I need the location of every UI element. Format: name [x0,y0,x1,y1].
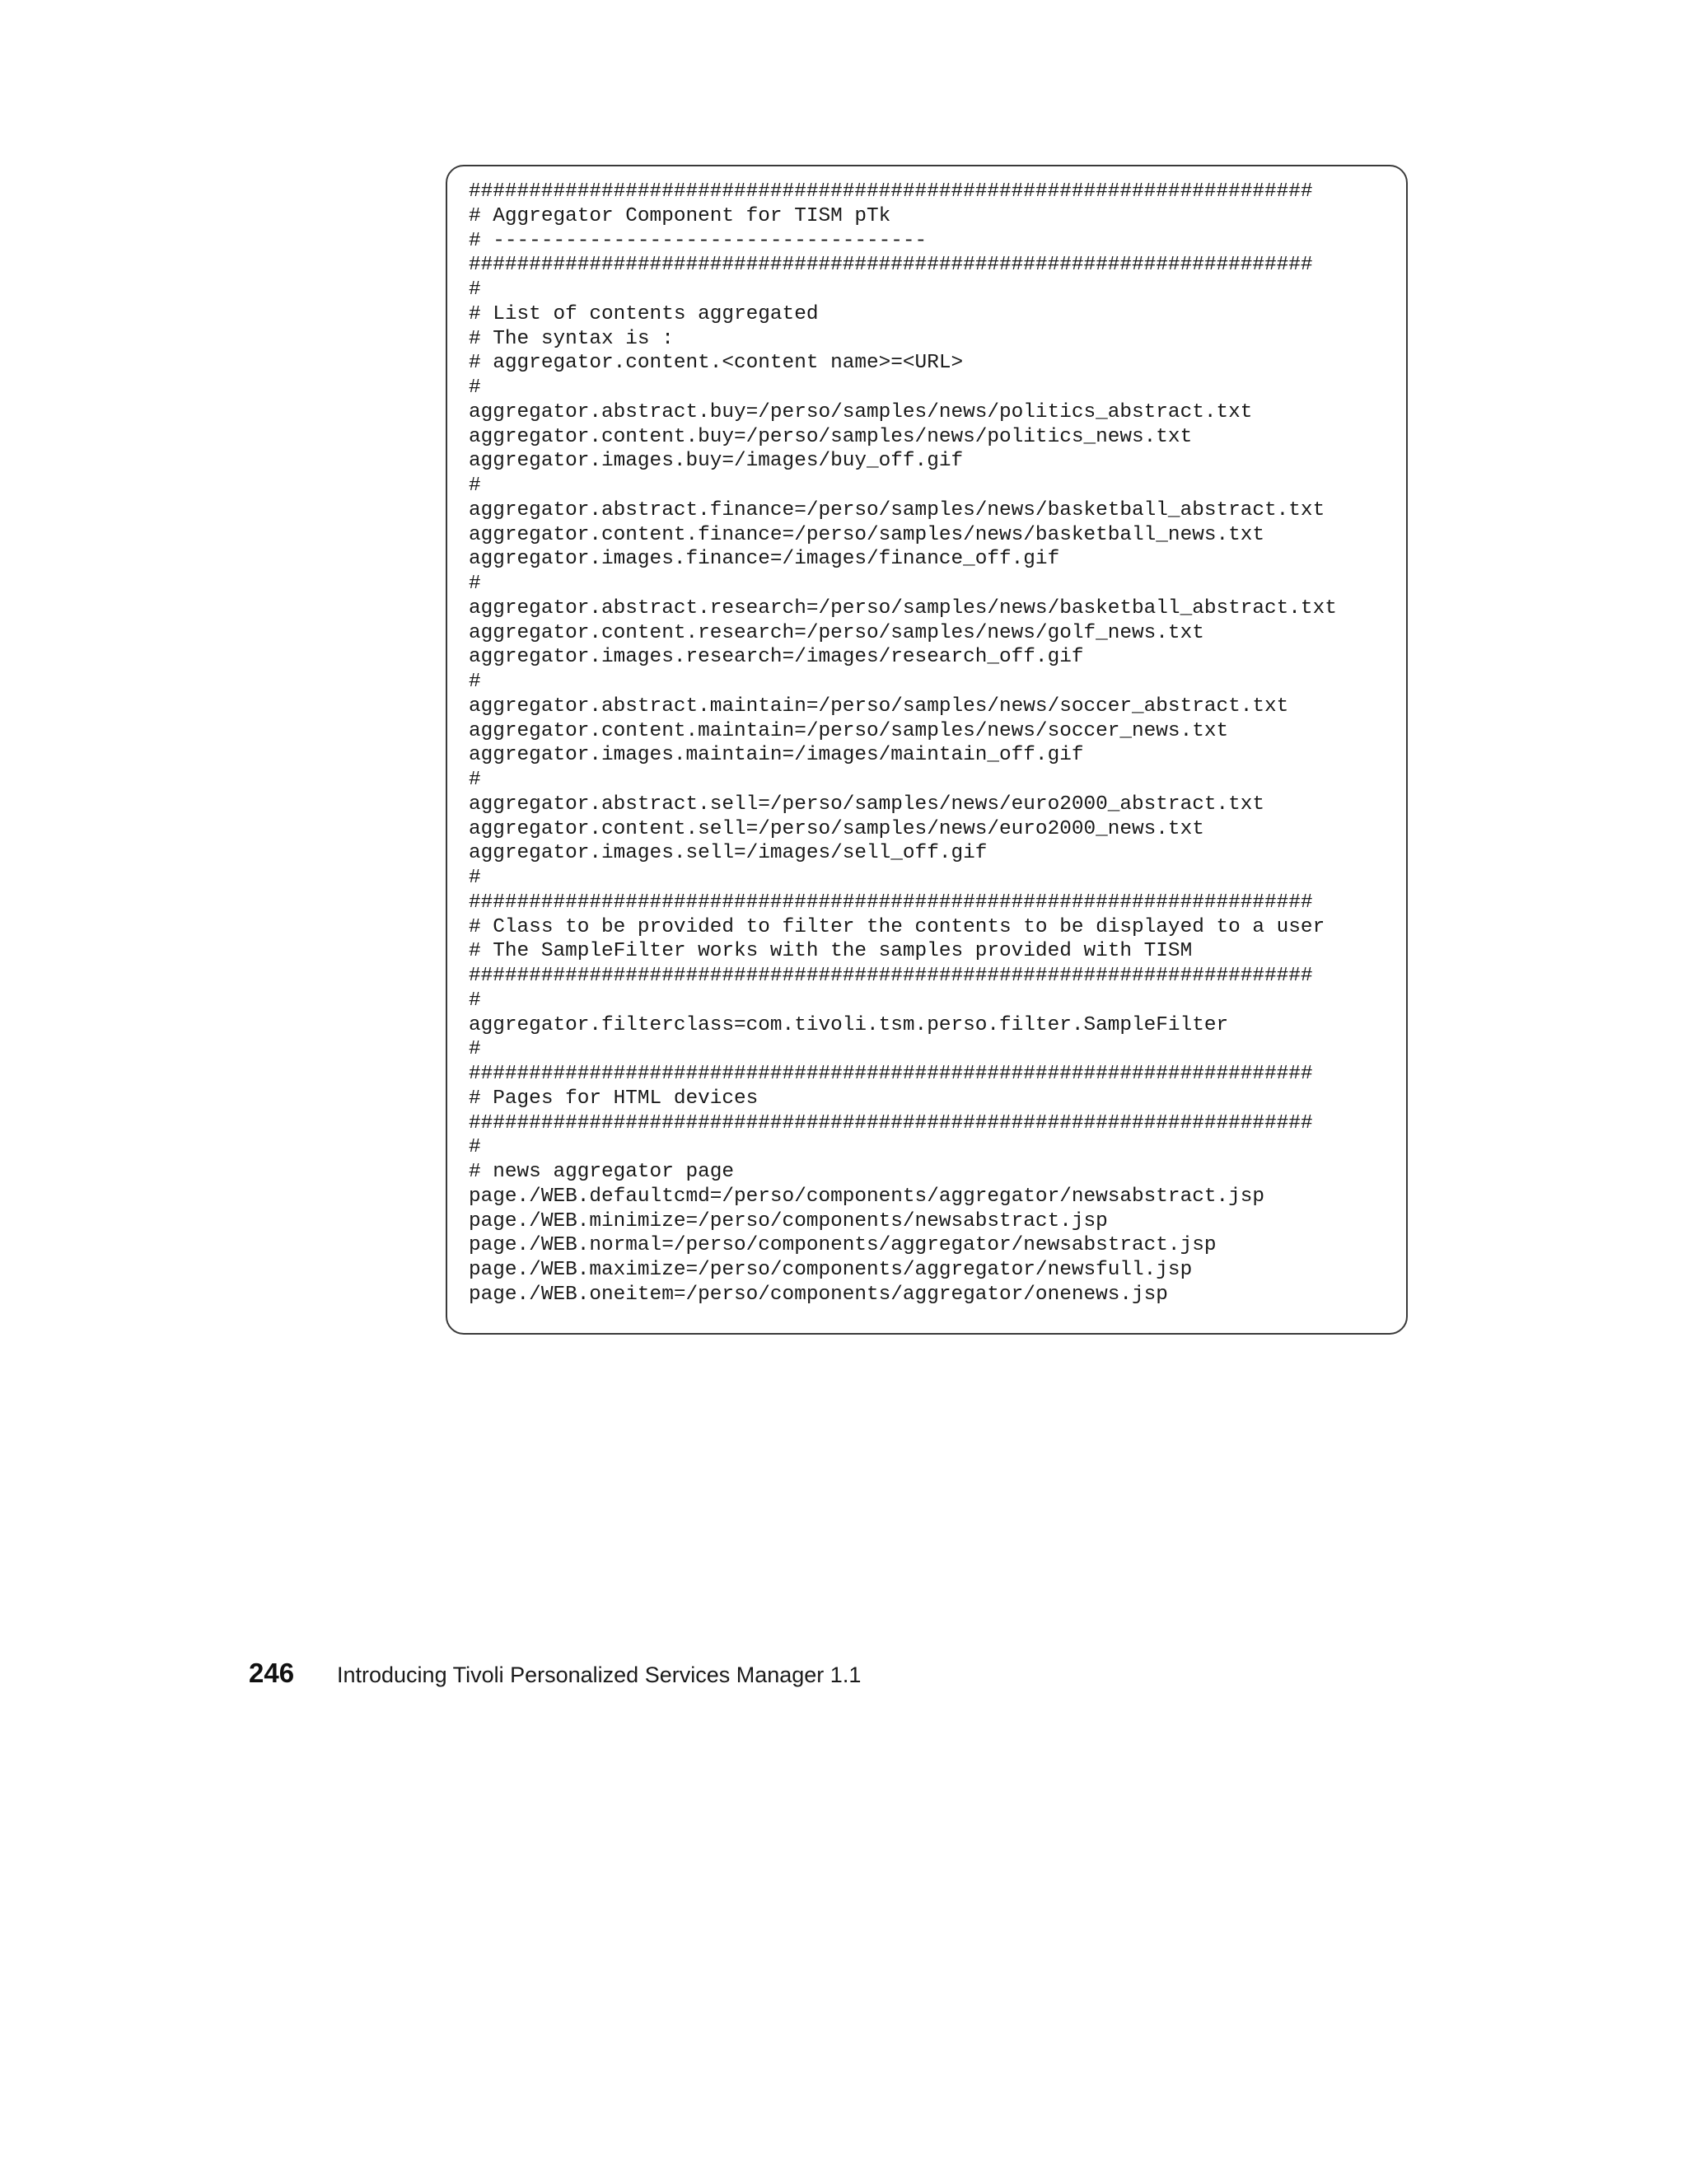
page-footer [249,1658,861,1689]
code-line: page./WEB.minimize=/perso/components/newsabstract.jsp [469,1209,1108,1232]
code-line: # [469,376,481,399]
code-line: # [469,1136,481,1159]
code-line: aggregator.abstract.finance=/perso/samples/news/basketball_abstract.txt [469,498,1325,521]
code-line: # [469,867,481,889]
code-line: ###################################################################### [469,1111,1313,1134]
code-line: ###################################################################### [469,1063,1313,1085]
code-line: ###################################################################### [469,965,1313,987]
code-line: # [469,573,481,595]
code-line: aggregator.images.research=/images/research_off.gif [469,646,1084,669]
code-line: # List of contents aggregated [469,302,819,325]
code-line: aggregator.abstract.sell=/perso/samples/news/euro2000_abstract.txt [469,793,1265,816]
code-line: aggregator.content.buy=/perso/samples/news/politics_news.txt [469,425,1193,448]
code-line: aggregator.images.finance=/images/finance_off.gif [469,548,1060,571]
code-line: page./WEB.oneitem=/perso/components/aggregator/onenews.jsp [469,1283,1168,1306]
code-line: aggregator.images.maintain=/images/maintain_off.gif [469,744,1084,767]
code-line: aggregator.content.sell=/perso/samples/news/euro2000_news.txt [469,817,1204,840]
code-line: # The SampleFilter works with the samples provided with TISM [469,940,1193,963]
code-line: # Aggregator Component for TISM pTk [469,204,891,227]
code-line: aggregator.content.research=/perso/samples/news/golf_news.txt [469,621,1204,644]
code-line: # Pages for HTML devices [469,1087,759,1110]
code-line: ###################################################################### [469,180,1313,203]
code-line: page./WEB.maximize=/perso/components/aggregator/newsfull.jsp [469,1259,1193,1281]
code-line: aggregator.abstract.research=/perso/samples/news/basketball_abstract.txt [469,596,1337,620]
code-line: # [469,1038,481,1061]
code-line: # The syntax is : [469,327,674,350]
code-listing-box [446,165,1408,1335]
code-line: # [469,989,481,1012]
code-line: ###################################################################### [469,891,1313,914]
code-line: aggregator.abstract.maintain=/perso/samples/news/soccer_abstract.txt [469,694,1289,718]
code-line: # [469,278,481,301]
code-line: # ------------------------------------ [469,229,928,252]
code-line: aggregator.images.buy=/images/buy_off.gif [469,450,964,473]
code-line: aggregator.filterclass=com.tivoli.tsm.perso.filter.SampleFilter [469,1013,1229,1036]
code-line: # aggregator.content.<content name>=<URL> [469,352,964,375]
code-line: # [469,671,481,693]
page-number: 246 [249,1658,295,1688]
code-line: ###################################################################### [469,254,1313,277]
code-line: # Class to be provided to filter the contents to be displayed to a user [469,915,1325,938]
code-line: # news aggregator page [469,1161,735,1183]
code-line: aggregator.abstract.buy=/perso/samples/news/politics_abstract.txt [469,400,1253,423]
code-line: aggregator.content.finance=/perso/samples/news/basketball_news.txt [469,523,1265,546]
code-line: # [469,769,481,791]
code-line: page./WEB.normal=/perso/components/aggregator/newsabstract.jsp [469,1234,1217,1257]
code-line: aggregator.content.maintain=/perso/samples/news/soccer_news.txt [469,719,1229,742]
book-title: Introducing Tivoli Personalized Services Manager 1.1 [337,1663,862,1687]
code-listing [469,180,1337,1307]
code-line: aggregator.images.sell=/images/sell_off.gif [469,842,988,865]
code-line: page./WEB.defaultcmd=/perso/components/aggregator/newsabstract.jsp [469,1185,1265,1208]
code-line: # [469,475,481,497]
